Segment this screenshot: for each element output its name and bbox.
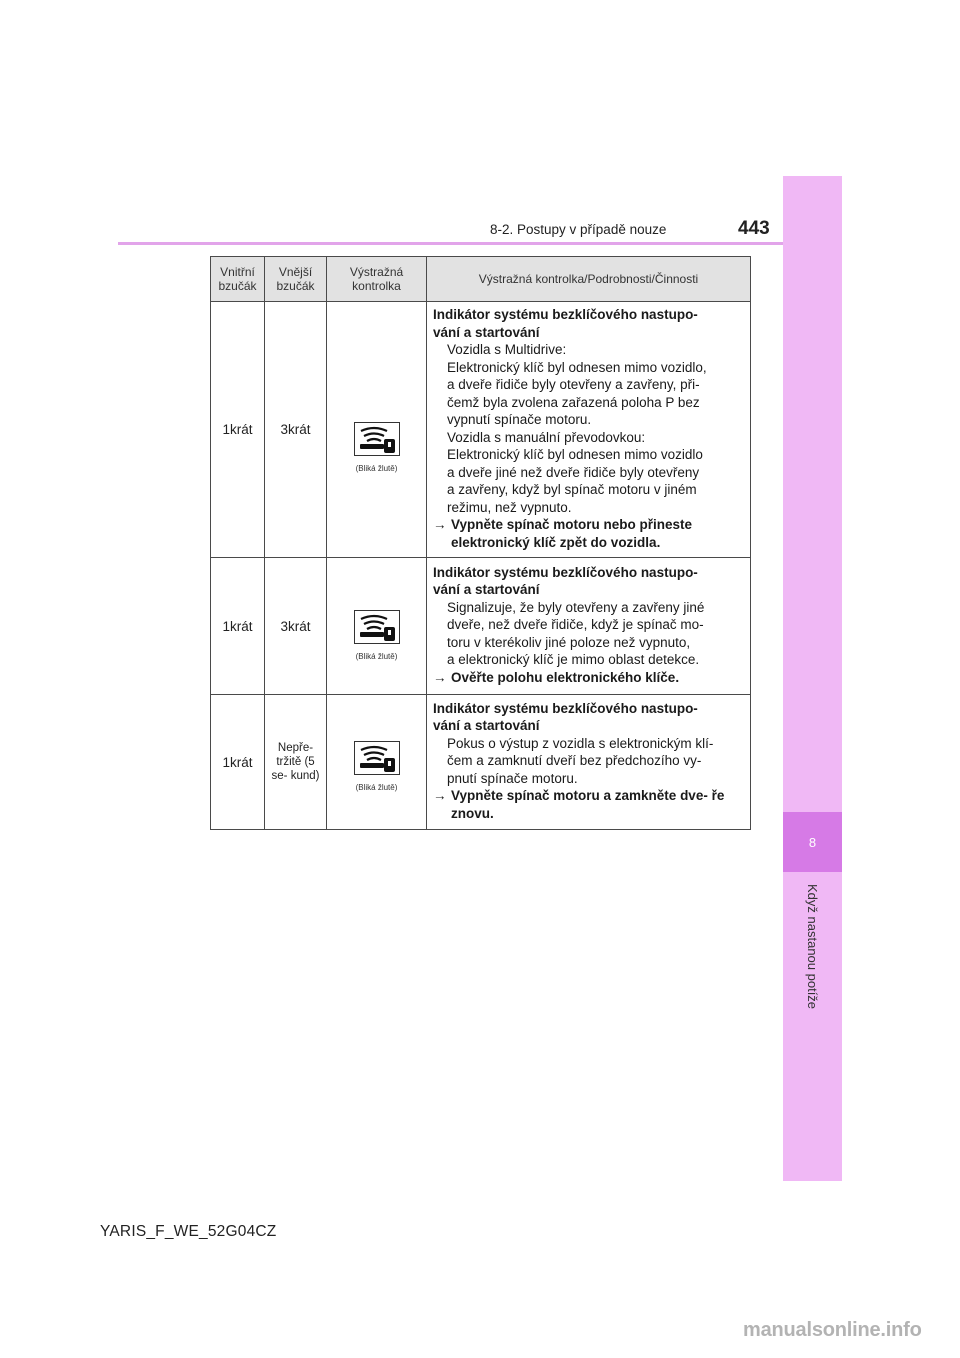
indicator-title-line: vání a startování	[433, 582, 540, 598]
warning-light-cell	[327, 558, 427, 695]
detail-line: a elektronický klíč je mimo oblast detekce.	[447, 652, 700, 668]
smart-key-warning-icon	[354, 422, 400, 456]
indicator-title-line: Indikátor systému bezklíčového nastupo-	[433, 307, 698, 322]
detail-line: Elektronický klíč byl odnesen mimo vozidlo	[447, 447, 703, 462]
section-title: 8-2. Postupy v případě nouze	[490, 222, 667, 237]
detail-line: a dveře jiné než dveře řidiče byly otevřeny	[447, 464, 700, 480]
detail-line: toru v kterékoliv jiné poloze než vypnuto,	[447, 634, 691, 650]
smart-key-warning-icon	[354, 610, 400, 644]
details-cell	[427, 302, 751, 558]
indicator-title-line: vání a startování	[433, 718, 540, 734]
action-text: Ověřte polohu elektronického klíče.	[451, 669, 680, 685]
blink-caption: (Bliká žlutě)	[355, 651, 398, 661]
header-outer-buzzer: Vnější bzučák	[265, 257, 327, 302]
page-number: 443	[738, 218, 770, 239]
detail-line: a dveře řidiče byly otevřeny a zavřeny, při-	[447, 377, 700, 392]
detail-line: Pokus o výstup z vozidla s elektronickým klí-	[447, 735, 714, 751]
details-cell	[427, 695, 751, 830]
table-row	[211, 558, 751, 695]
chapter-label: Když nastanou potíže	[805, 884, 820, 1010]
header-inner-buzzer: Vnitřní bzučák	[211, 257, 265, 302]
blink-caption: (Bliká žlutě)	[355, 463, 398, 473]
detail-line: čem a zamknutí dveří bez předchozího vy-	[447, 753, 702, 769]
inner-buzzer-cell: 1krát	[211, 695, 265, 830]
detail-line: Elektronický klíč byl odnesen mimo vozidlo,	[447, 359, 707, 375]
detail-line: Vozidla s Multidrive:	[447, 342, 567, 357]
action-instruction	[433, 787, 746, 822]
chapter-number: 8	[783, 812, 842, 872]
action-instruction	[433, 669, 746, 687]
detail-line: Vozidla s manuální převodovkou:	[447, 429, 646, 445]
detail-line: čemž byla zvolena zařazená poloha P bez	[447, 394, 700, 410]
inner-buzzer-cell: 1krát	[211, 302, 265, 558]
warning-light-cell	[327, 695, 427, 830]
detail-line: pnutí spínače motoru.	[447, 770, 578, 786]
detail-line: režimu, než vypnuto.	[447, 499, 572, 515]
table-header-row	[211, 257, 751, 302]
table-row	[211, 695, 751, 830]
smart-key-warning-icon	[354, 741, 400, 775]
details-cell	[427, 558, 751, 695]
arrow-icon: →	[433, 788, 447, 804]
inner-buzzer-cell: 1krát	[211, 558, 265, 695]
document-code: YARIS_F_WE_52G04CZ	[100, 1223, 277, 1240]
header-divider	[118, 242, 783, 245]
chapter-tab[interactable]	[783, 872, 842, 1072]
indicator-title-line: Indikátor systému bezklíčového nastupo-	[433, 700, 698, 716]
detail-line: vypnutí spínače motoru.	[447, 412, 592, 427]
arrow-icon: →	[433, 517, 447, 532]
detail-line: a zavřeny, když byl spínač motoru v jiném	[447, 482, 697, 497]
watermark-link[interactable]: manualsonline.info	[743, 1319, 922, 1341]
action-instruction	[433, 516, 746, 551]
warning-table	[210, 256, 751, 830]
header-details: Výstražná kontrolka/Podrobnosti/Činnosti	[427, 257, 751, 302]
arrow-icon: →	[433, 669, 447, 685]
warning-light-cell	[327, 302, 427, 558]
outer-buzzer-cell: Nepře- tržitě (5 se- kund)	[265, 695, 327, 830]
detail-line: dveře, než dveře řidiče, když je spínač mo-	[447, 617, 704, 633]
indicator-title-line: Indikátor systému bezklíčového nastupo-	[433, 564, 698, 580]
action-text: Vypněte spínač motoru nebo přineste elektronický klíč zpět do vozidla.	[451, 517, 693, 550]
detail-line: Signalizuje, že byly otevřeny a zavřeny jiné	[447, 599, 705, 615]
action-text: Vypněte spínač motoru a zamkněte dve- ře znovu.	[451, 788, 725, 821]
table-row	[211, 302, 751, 558]
outer-buzzer-cell: 3krát	[265, 558, 327, 695]
outer-buzzer-cell: 3krát	[265, 302, 327, 558]
header-warning-light: Výstražná kontrolka	[327, 257, 427, 302]
indicator-title-line: vání a startování	[433, 324, 540, 340]
blink-caption: (Bliká žlutě)	[355, 782, 398, 792]
